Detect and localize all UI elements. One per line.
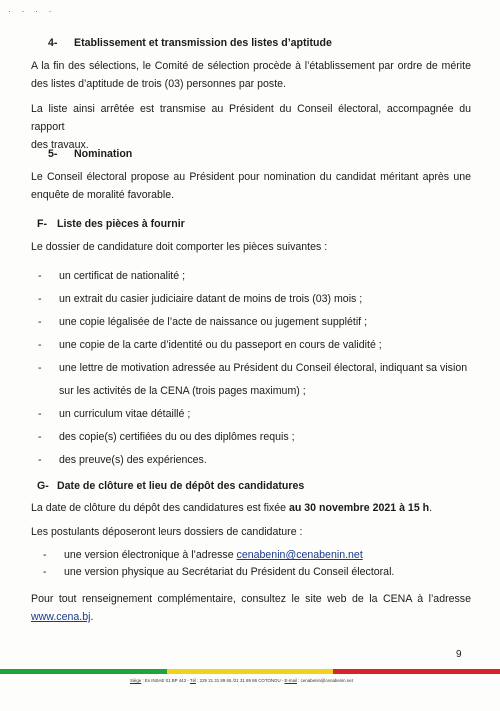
paragraph bbox=[31, 590, 471, 626]
bullet-dash: - bbox=[43, 566, 47, 578]
list-item-text: une copie de la carte d’identité ou du passeport en cours de validité ; bbox=[59, 339, 382, 351]
section-number: 4- bbox=[48, 37, 58, 49]
deadline-text: La date de clôture du dépôt des candidatures est fixée bbox=[31, 502, 289, 514]
footer-text: : cenabenin@cenabenin.net bbox=[296, 678, 353, 683]
list-item-text: un extrait du casier judiciaire datant de moins de trois (03) mois ; bbox=[59, 293, 363, 305]
bullet-dash: - bbox=[38, 270, 42, 282]
bullet-dash: - bbox=[38, 339, 42, 351]
list-item-text: un curriculum vitae détaillé ; bbox=[59, 408, 191, 420]
section-4-heading bbox=[48, 37, 332, 49]
text-line bbox=[31, 499, 471, 517]
text-line bbox=[31, 608, 471, 626]
version-text: une version électronique à l’adresse bbox=[64, 549, 237, 561]
section-5-heading bbox=[48, 148, 132, 160]
text-line: A la fin des sélections, le Comité de sélection procède à l’établissement par ordre de mérite bbox=[31, 60, 471, 72]
text-line: des travaux. bbox=[31, 139, 89, 151]
section-number: G- bbox=[37, 480, 49, 492]
section-number: 5- bbox=[48, 148, 58, 160]
text-line: des listes d’aptitude de trois (03) personnes par poste. bbox=[31, 78, 286, 90]
text-line: Pour tout renseignement complémentaire, consultez le site web de la CENA à l’adresse bbox=[31, 593, 471, 605]
footer-label: E-mail bbox=[284, 678, 297, 683]
bullet-dash: - bbox=[38, 362, 42, 374]
bullet-dash: - bbox=[38, 316, 42, 328]
list-item-text: des preuve(s) des expériences. bbox=[59, 454, 207, 466]
bullet-dash: - bbox=[38, 408, 42, 420]
footer-contact bbox=[130, 678, 353, 683]
paragraph bbox=[31, 523, 471, 541]
footer-text: : Ex INSAE 01 BP 443 - bbox=[141, 678, 190, 683]
list-item-text: des copie(s) certifiées du ou des diplômes requis ; bbox=[59, 431, 295, 443]
list-item-text bbox=[64, 549, 363, 561]
footer-text: : 229 21 31 89 65 /21 31 89 86 COTONOU - bbox=[196, 678, 285, 683]
paragraph bbox=[31, 57, 471, 93]
bullet-dash: - bbox=[38, 431, 42, 443]
text-line: Le dossier de candidature doit comporter les pièces suivantes : bbox=[31, 241, 328, 253]
section-title: Nomination bbox=[74, 148, 133, 160]
deadline-suffix: . bbox=[429, 502, 433, 514]
text-line: Les postulants déposeront leurs dossiers de candidature : bbox=[31, 526, 303, 538]
contact-suffix: . bbox=[90, 611, 94, 623]
paragraph bbox=[31, 168, 471, 204]
scan-artifact: · · · · bbox=[8, 6, 56, 16]
paragraph bbox=[31, 100, 471, 154]
section-title: Date de clôture et lieu de dépôt des candidatures bbox=[57, 480, 305, 492]
deadline-date: au 30 novembre 2021 à 15 h bbox=[288, 502, 430, 514]
text-line: Le Conseil électoral propose au Président pour nomination du candidat méritant après une bbox=[31, 171, 471, 183]
footer-label: Tél bbox=[189, 678, 196, 683]
section-f-heading bbox=[37, 218, 185, 230]
section-title: Etablissement et transmission des listes d’aptitude bbox=[74, 37, 332, 49]
list-item-text: sur les activités de la CENA (trois pages maximum) ; bbox=[59, 385, 306, 397]
text-line: La liste ainsi arrêtée est transmise au Président du Conseil électoral, accompagnée du rapport bbox=[31, 103, 471, 133]
section-number: F- bbox=[37, 218, 47, 230]
list-item-text: une version physique au Secrétariat du Président du Conseil électoral. bbox=[64, 566, 395, 578]
paragraph bbox=[31, 238, 471, 256]
list-item-text: une copie légalisée de l’acte de naissance ou jugement supplétif ; bbox=[59, 316, 368, 328]
section-g-heading bbox=[37, 480, 304, 492]
section-title: Liste des pièces à fournir bbox=[57, 218, 185, 230]
flag-stripe-yellow bbox=[167, 669, 333, 674]
email-link[interactable]: cenabenin@cenabenin.net bbox=[236, 549, 363, 561]
paragraph bbox=[31, 499, 471, 517]
bullet-dash: - bbox=[38, 454, 42, 466]
website-link[interactable]: www.cena.bj bbox=[31, 611, 91, 623]
bullet-dash: - bbox=[38, 293, 42, 305]
footer-label: Siège bbox=[130, 678, 142, 683]
list-item-text: un certificat de nationalité ; bbox=[59, 270, 186, 282]
bullet-dash: - bbox=[43, 549, 47, 561]
flag-stripe-green bbox=[0, 669, 167, 674]
list-item-text: une lettre de motivation adressée au Président du Conseil électoral, indiquant sa vision bbox=[59, 362, 468, 374]
text-line: enquête de moralité favorable. bbox=[31, 189, 175, 201]
flag-stripe-red bbox=[333, 669, 500, 674]
page-number: 9 bbox=[456, 649, 462, 660]
